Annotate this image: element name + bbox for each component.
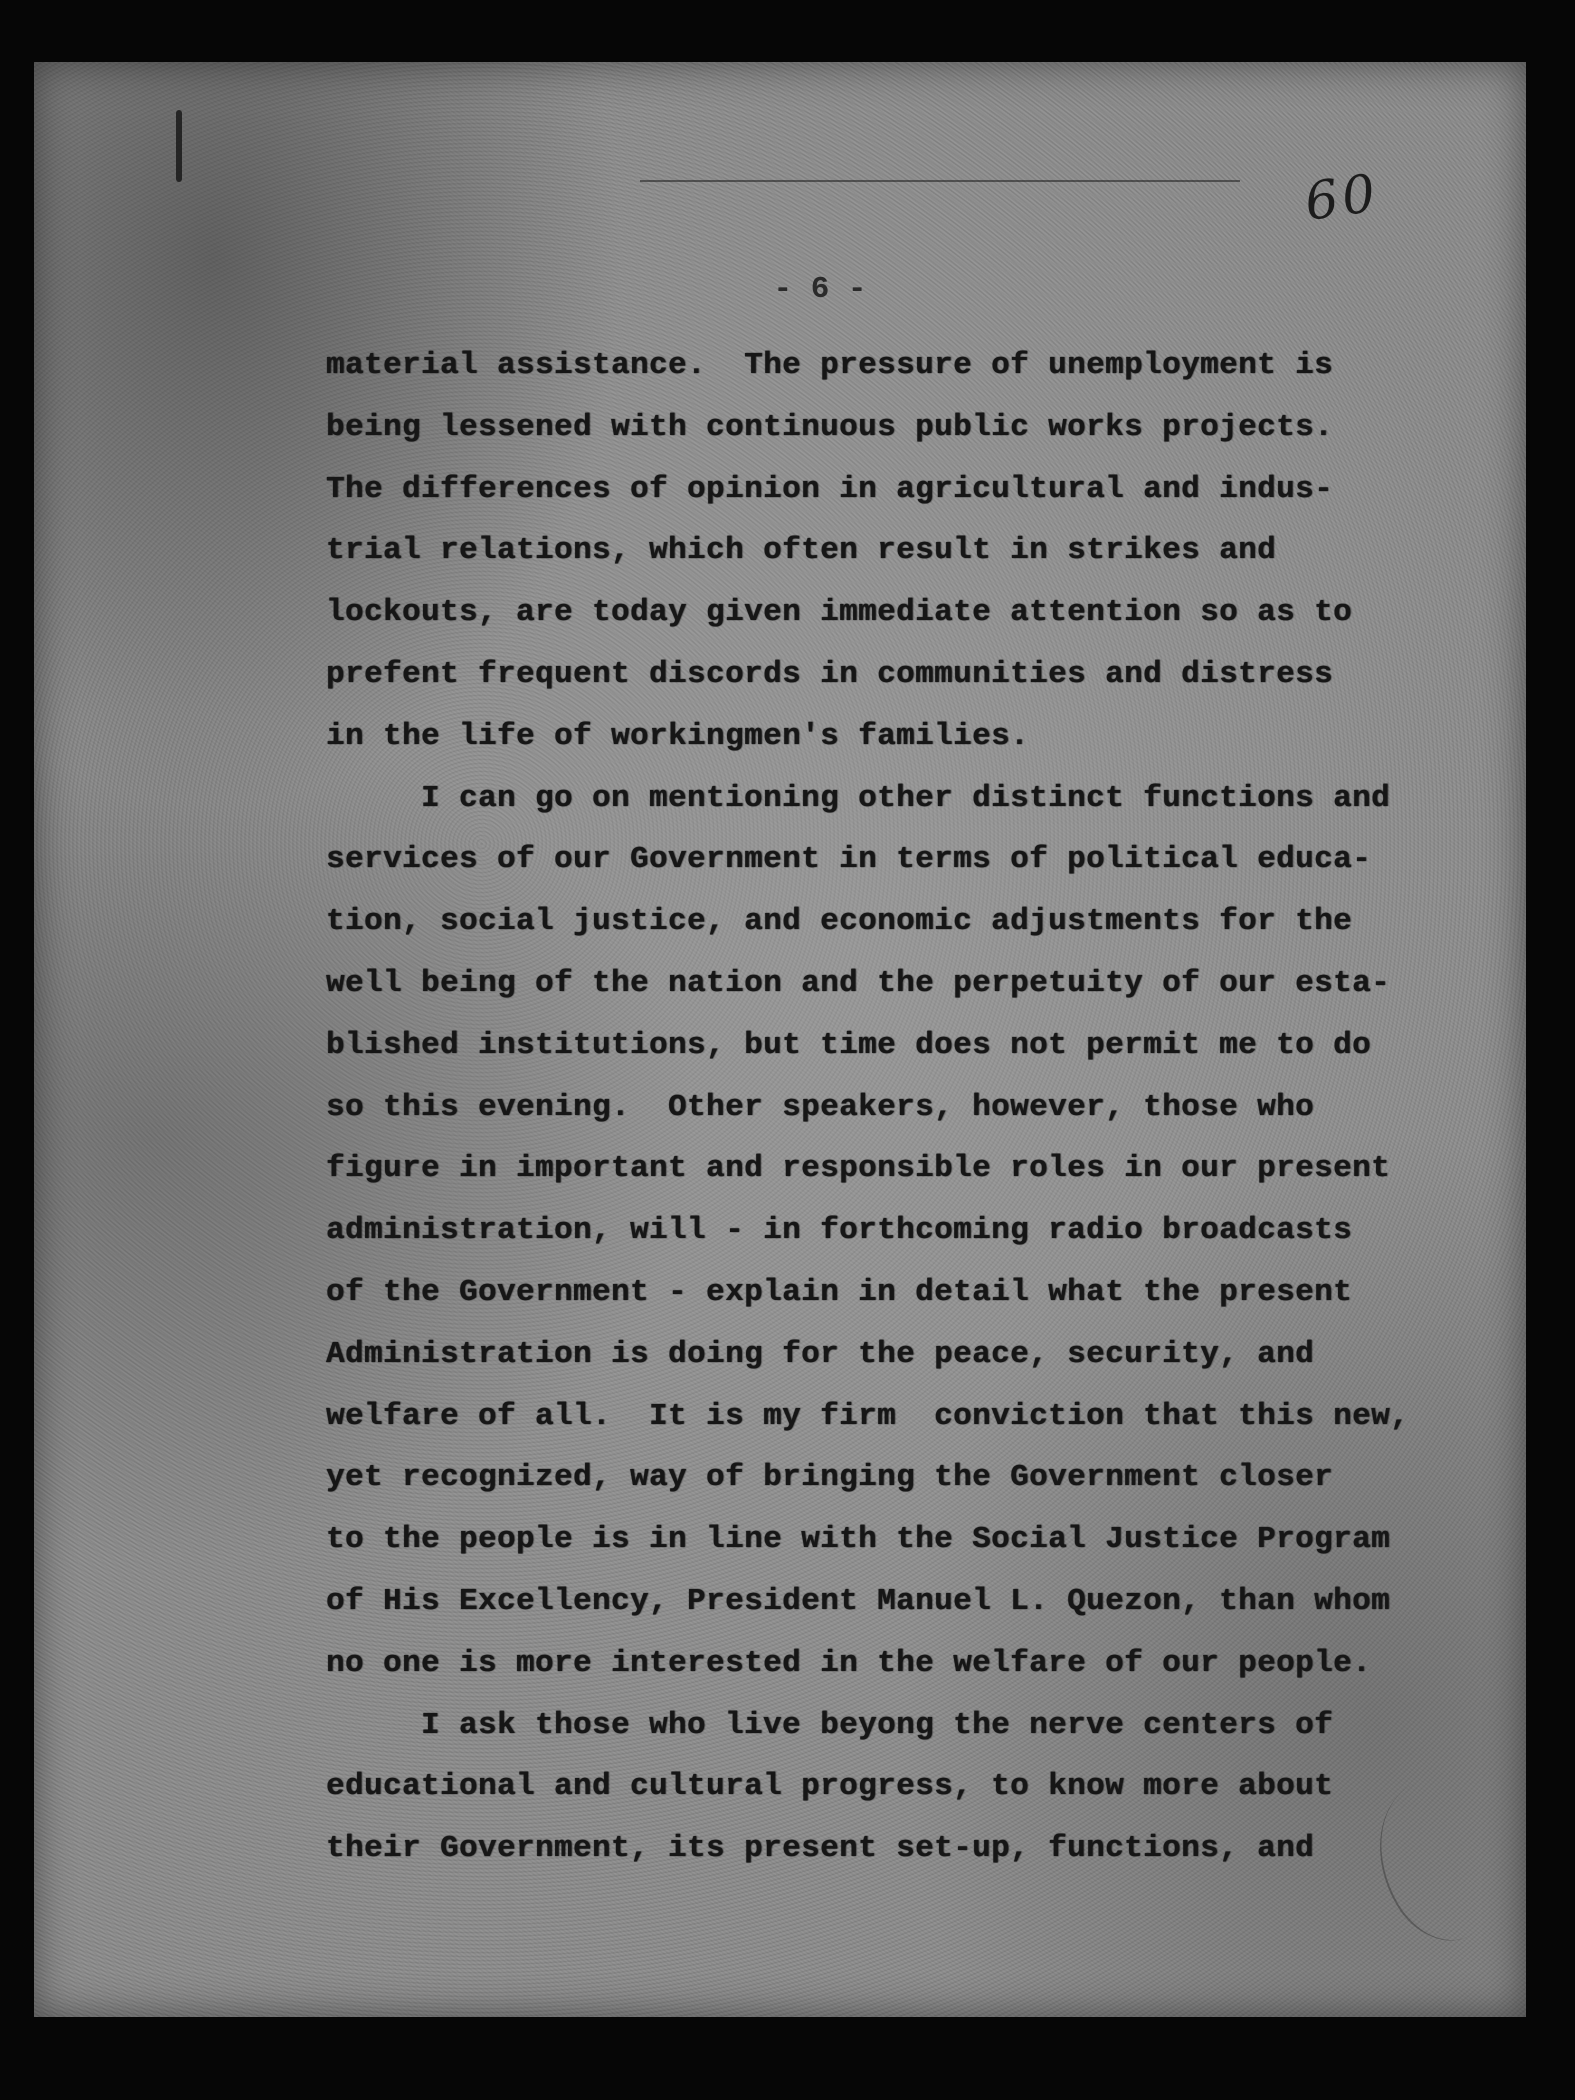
body-text xyxy=(326,335,1410,1880)
text-line: well being of the nation and the perpetuity of our esta- xyxy=(326,965,1391,1001)
text-line: no one is more interested in the welfare of our people. xyxy=(326,1645,1372,1681)
text-line: services of our Government in terms of political educa- xyxy=(326,842,1372,878)
text-line: trial relations, which often result in strikes and xyxy=(326,533,1277,569)
text-line: prefent frequent discords in communities and distress xyxy=(326,656,1334,692)
text-line: their Government, its present set-up, functions, and xyxy=(326,1831,1315,1867)
text-line: so this evening. Other speakers, however, those who xyxy=(326,1089,1315,1125)
text-line: lockouts, are today given immediate attention so as to xyxy=(326,595,1353,631)
text-line: I can go on mentioning other distinct functions and xyxy=(421,780,1391,816)
text-line: Administration is doing for the peace, security, and xyxy=(326,1336,1315,1372)
margin-mark xyxy=(176,110,182,182)
page-number: - 6 - xyxy=(773,272,867,307)
top-rule-line xyxy=(640,180,1240,182)
text-line: figure in important and responsible roles in our present xyxy=(326,1151,1391,1187)
text-line: of His Excellency, President Manuel L. Quezon, than whom xyxy=(326,1583,1391,1619)
text-line: tion, social justice, and economic adjustments for the xyxy=(326,904,1353,940)
text-line: yet recognized, way of bringing the Government closer xyxy=(326,1460,1334,1496)
text-line: to the people is in line with the Social Justice Program xyxy=(326,1522,1391,1558)
text-line: being lessened with continuous public works projects. xyxy=(326,409,1334,445)
text-line: of the Government - explain in detail what the present xyxy=(326,1274,1353,1310)
handwritten-folio-number: 60 xyxy=(1301,163,1383,233)
text-line: The differences of opinion in agricultural and indus- xyxy=(326,471,1334,507)
text-line: welfare of all. It is my firm conviction that this new, xyxy=(326,1398,1410,1434)
text-line: administration, will - in forthcoming radio broadcasts xyxy=(326,1213,1353,1249)
text-line: blished institutions, but time does not permit me to do xyxy=(326,1027,1372,1063)
text-line: in the life of workingmen's families. xyxy=(326,718,1030,754)
text-line: I ask those who live beyong the nerve centers of xyxy=(421,1707,1334,1743)
text-line: material assistance. The pressure of unemployment is xyxy=(326,348,1334,383)
text-line: educational and cultural progress, to know more about xyxy=(326,1769,1334,1805)
